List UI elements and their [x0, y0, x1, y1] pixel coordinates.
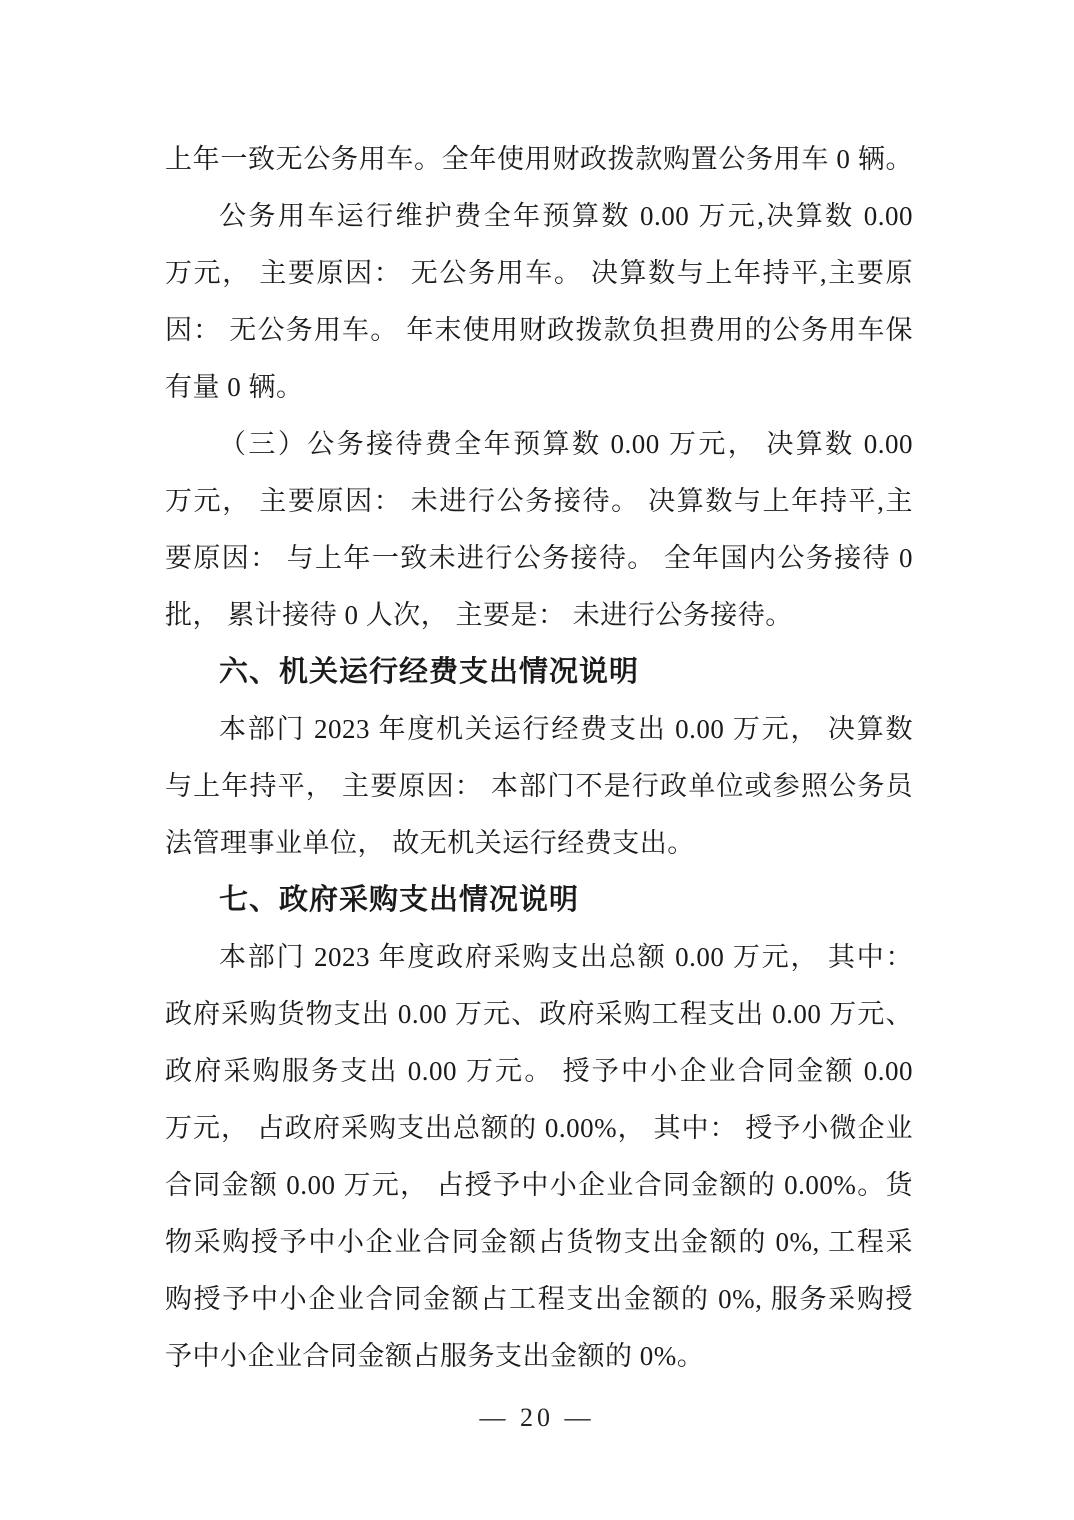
section-heading: 六、机关运行经费支出情况说明 — [219, 656, 640, 688]
page-number: — 20 — — [479, 1403, 595, 1432]
text-line: 购授予中小企业合同金额占工程支出金额的 0%, 服务采购授 — [165, 1284, 913, 1314]
text-line: 批， 累计接待 0 人次， 主要是： 未进行公务接待。 — [165, 600, 793, 630]
text-line: （三）公务接待费全年预算数 0.00 万元， 决算数 0.00 — [219, 429, 913, 459]
section-heading: 七、政府采购支出情况说明 — [219, 884, 580, 916]
text-line: 合同金额 0.00 万元， 占授予中小企业合同金额的 0.00%。货 — [165, 1170, 913, 1200]
text-line: 政府采购服务支出 0.00 万元。 授予中小企业合同金额 0.00 — [165, 1056, 913, 1086]
text-line: 有量 0 辆。 — [165, 372, 304, 402]
text-line: 万元， 主要原因： 无公务用车。 决算数与上年持平,主要原 — [165, 258, 913, 288]
text-line: 要原因： 与上年一致未进行公务接待。 全年国内公务接待 0 — [165, 543, 913, 573]
document-body — [165, 131, 913, 1385]
text-line: 法管理事业单位， 故无机关运行经费支出。 — [165, 828, 695, 858]
text-line: 与上年持平， 主要原因： 本部门不是行政单位或参照公务员 — [165, 771, 913, 801]
text-line: 本部门 2023 年度政府采购支出总额 0.00 万元， 其中： — [219, 942, 913, 972]
text-line: 万元， 主要原因： 未进行公务接待。 决算数与上年持平,主 — [165, 486, 913, 516]
page-number-footer — [0, 1398, 1074, 1438]
text-line: 上年一致无公务用车。全年使用财政拨款购置公务用车 0 辆。 — [165, 144, 913, 174]
text-line: 万元， 占政府采购支出总额的 0.00%， 其中： 授予小微企业 — [165, 1113, 913, 1143]
text-line: 因： 无公务用车。 年末使用财政拨款负担费用的公务用车保 — [165, 315, 913, 345]
text-line: 政府采购货物支出 0.00 万元、政府采购工程支出 0.00 万元、 — [165, 999, 913, 1029]
text-line: 公务用车运行维护费全年预算数 0.00 万元,决算数 0.00 — [219, 201, 913, 231]
text-line: 本部门 2023 年度机关运行经费支出 0.00 万元， 决算数 — [219, 714, 913, 744]
text-line: 予中小企业合同金额占服务支出金额的 0%。 — [165, 1341, 705, 1371]
text-line: 物采购授予中小企业合同金额占货物支出金额的 0%, 工程采 — [165, 1227, 913, 1257]
